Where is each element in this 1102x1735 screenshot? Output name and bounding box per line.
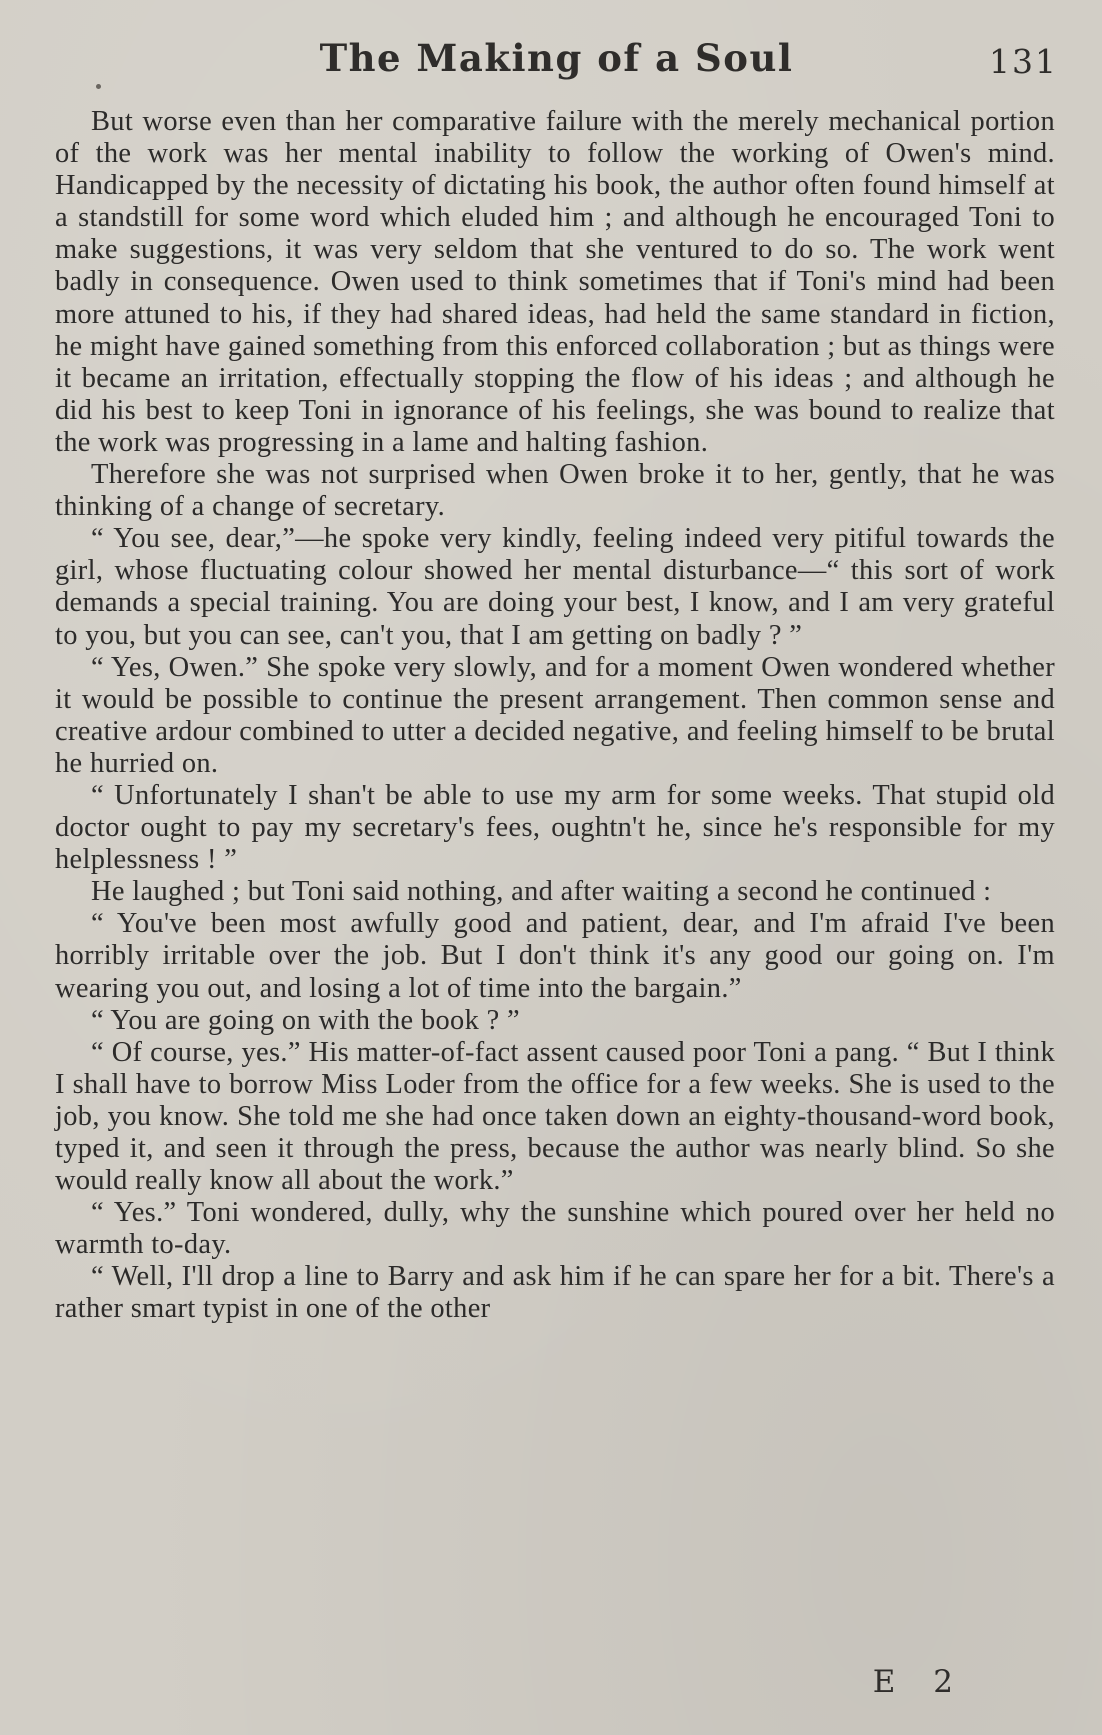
paragraph: He laughed ; but Toni said nothing, and after waiting a second he continued : [91, 876, 992, 908]
paragraph: “ You are going on with the book ? ” [91, 1004, 520, 1036]
running-title: The Making of a Soul [319, 36, 794, 80]
paragraph: “ You see, dear,”—he spoke very kindly, feeling indeed very pitiful towards the girl, whose fluctuating colour showed her mental disturbance—“ this sort of work demands a special training. You are doing your best, I know, and I am very grateful to you, but you can see, can't you, that I am getting on badly ? ” [55, 523, 1055, 651]
paragraph: “ Of course, yes.” His matter-of-fact assent caused poor Toni a pang. “ But I think I shall have to borrow Miss Loder from the office for a few weeks. She is used to the job, you know. She told me she had once taken down an eighty-thousand-word book, typed it, and seen it through the press, because the author was nearly blind. So she would really know all about the work.” [55, 1036, 1055, 1197]
paragraph: “ Yes.” Toni wondered, dully, why the sunshine which poured over her held no warmth to-day. [55, 1197, 1055, 1261]
paragraph: But worse even than her comparative failure with the merely mechanical portion of the work was her mental inability to follow the working of Owen's mind. Handicapped by the necessity of dictating his book, the author often found himself at a standstill for some word which eluded him ; and although he encouraged Toni to make suggestions, it was very seldom that she ventured to do so. The work went badly in consequence. Owen used to think sometimes that if Toni's mind had been more attuned to his, if they had shared ideas, had held the same standard in fiction, he might have gained something from this enforced collaboration ; but as things were it became an irritation, effectually stopping the flow of his ideas ; and although he did his best to keep Toni in ignorance of his feelings, she was bound to realize that the work was progressing in a lame and halting fashion. [55, 106, 1055, 458]
paragraph: “ You've been most awfully good and patient, dear, and I'm afraid I've been horribly irritable over the job. But I don't think it's any good our going on. I'm wearing you out, and losing a lot of time into the bargain.” [55, 908, 1055, 1004]
page-number: 131 [989, 42, 1058, 81]
paragraph: “ Unfortunately I shan't be able to use my arm for some weeks. That stupid old doctor ought to pay my secretary's fees, oughtn't he, since he's responsible for my helplessness ! ” [55, 779, 1055, 876]
body-text [55, 106, 1055, 1326]
paragraph: “ Yes, Owen.” She spoke very slowly, and for a moment Owen wondered whether it would be possible to continue the present arrangement. Then common sense and creative ardour combined to utter a decided negative, and feeling himself to be brutal he hurried on. [55, 651, 1055, 779]
page-header [55, 36, 1058, 86]
signature-mark: E 2 [872, 1664, 967, 1700]
paragraph: “ Well, I'll drop a line to Barry and ask him if he can spare her for a bit. There's a rather smart typist in one of the other [55, 1261, 1055, 1325]
paragraph: Therefore she was not surprised when Owen broke it to her, gently, that he was thinking of a change of secretary. [55, 459, 1055, 523]
